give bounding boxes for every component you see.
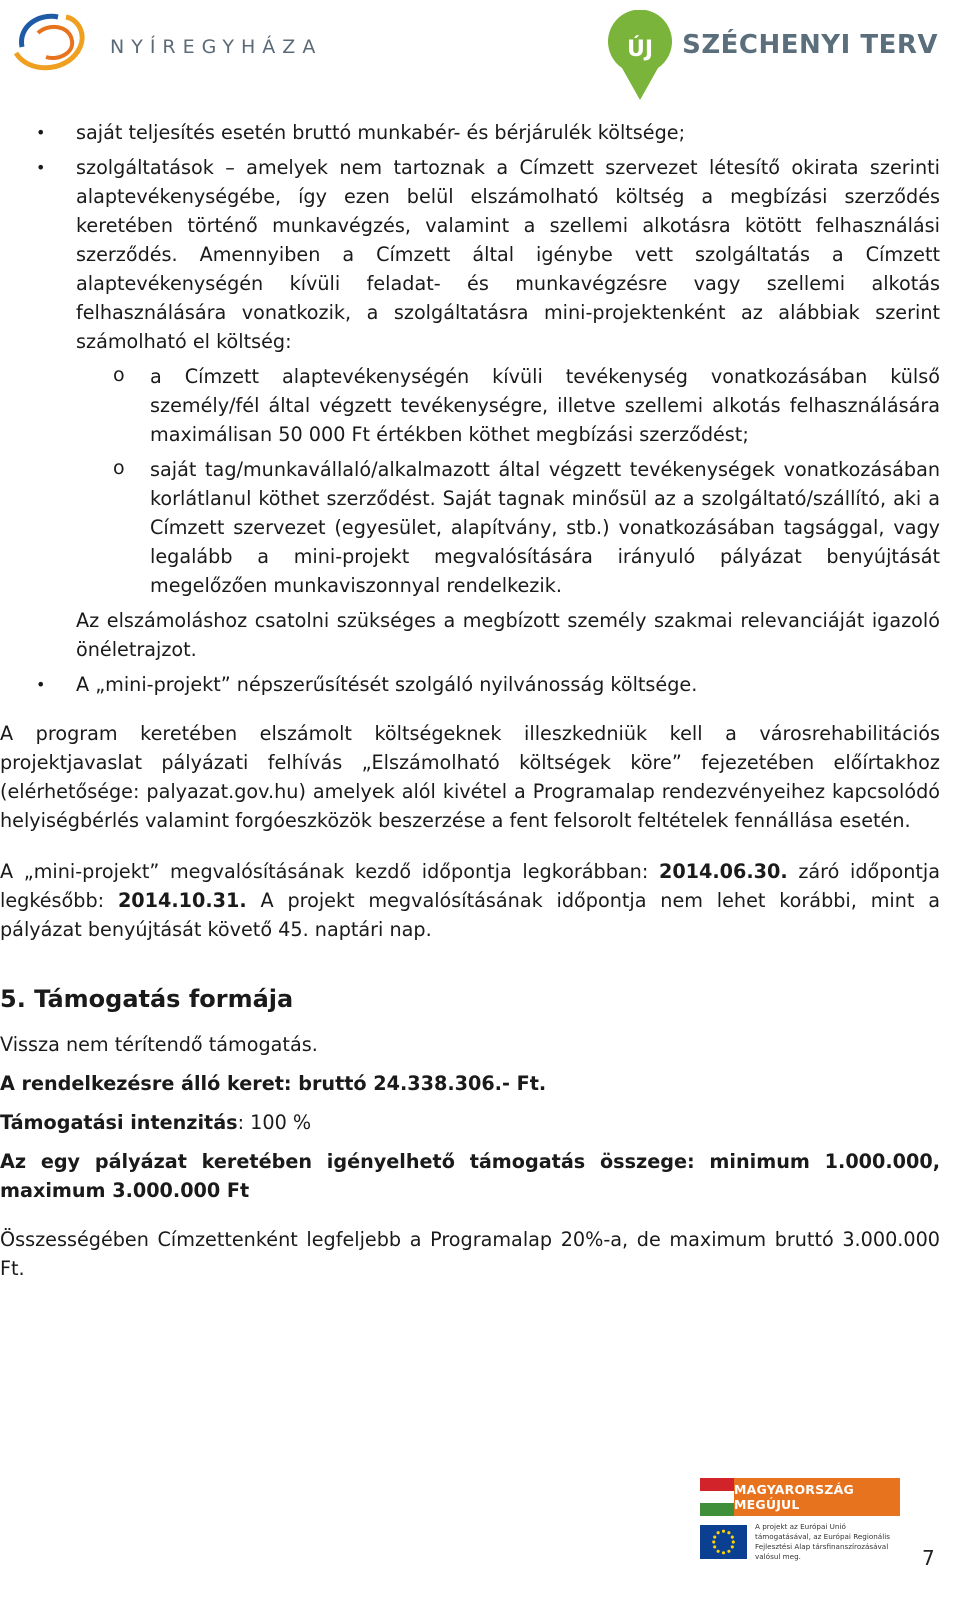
list-item-note: Az elszámoláshoz csatolni szükséges a megbízott személy szakmai relevanciáját igazoló önéletrajzot.: [76, 609, 940, 661]
support-intensity: [0, 1108, 940, 1137]
eligibility-paragraph: A program keretében elszámolt költségeknek illeszkedniük kell a városrehabilitációs projektjavaslat pályázati felhívás „Elszámolható költségek köre” fejezetében előírtakhoz (elérhetősége: palyazat.gov.hu) amelyek alól kivétel a Programalap rendezvényeihez kapcsolódó helyiségbérlés valamint forgóeszközök beszerzése a fent felsorolt feltételek fennállása esetén.: [0, 722, 940, 832]
timeline-post: A projekt megvalósításának időpontja nem lehet korábbi, mint a pályázat benyújtását követő 45. naptári nap.: [0, 889, 940, 941]
list-item: [76, 118, 940, 147]
nyiregyhaza-emblem-icon: [8, 7, 98, 77]
timeline-mid: záró időpontja legkésőbb:: [0, 860, 940, 912]
magyarorszag-megujul-badge: [700, 1478, 900, 1516]
list-item: [76, 670, 940, 699]
list-item-text: • szolgáltatások – amelyek nem tartoznak a Címzett szervezet létesítő okirata szerinti alaptevékenységébe, így ezen belül elszámolható költség a megbízási szerződés keretében történő munkavégzés, valamint a szellemi alkotásra kötött felhasználási szerződés. Amennyiben a Címzett által igénybe vett szolgáltatás a Címzett alaptevékenységén kívüli feladat- és munkavégzésre vagy szellemi alkotás felhasználására vonatkozik, a szolgáltatásra mini-projektenként az alábbiak szerint számolható el költség:: [76, 156, 940, 353]
eu-flag-icon: [700, 1525, 747, 1559]
available-budget: [0, 1069, 940, 1098]
page-number: 7: [922, 1546, 935, 1570]
cost-list: [0, 118, 940, 699]
sub-list-item-text: a Címzett alaptevékenységén kívüli tevékenység vonatkozásában külső személy/fél által végzett tevékenységre, illetve szellemi alkotás felhasználására maximálisan 50 000 Ft értékben köthet megbízási szerződést;: [150, 365, 940, 446]
sub-list-item: [150, 455, 940, 600]
location-pin-icon: [604, 10, 676, 102]
sub-list-item: [150, 362, 940, 449]
section-heading: 5. Támogatás formája: [0, 985, 294, 1013]
available-budget-text: A rendelkezésre álló keret: bruttó 24.338.306.- Ft.: [0, 1072, 547, 1095]
support-amount-text: Az egy pályázat keretében igényelhető támogatás összege: minimum 1.000.000, maximum 3.000.000 Ft: [0, 1150, 940, 1202]
support-type: Vissza nem térítendő támogatás.: [0, 1033, 318, 1056]
intensity-label: Támogatási intenzitás: [0, 1111, 238, 1134]
total-limit: Összességében Címzettenként legfeljebb a Programalap 20%-a, de maximum bruttó 3.000.000 Ft.: [0, 1228, 940, 1280]
end-date: 2014.10.31.: [117, 889, 247, 912]
badge-label: MAGYARORSZÁG MEGÚJUL: [734, 1478, 900, 1516]
hungarian-flag-icon: [700, 1478, 734, 1516]
document-body: [0, 118, 940, 1283]
list-item: [76, 153, 940, 664]
szechenyi-terv-text: SZÉCHENYI TERV: [682, 30, 938, 60]
list-item-text: A „mini-projekt” népszerűsítését szolgáló nyilvánosság költsége.: [76, 673, 698, 696]
eu-support: [700, 1522, 900, 1562]
nyiregyhaza-logo-text: NYÍREGYHÁZA: [110, 36, 323, 58]
nyiregyhaza-logo: [8, 6, 322, 78]
support-amount: [0, 1147, 940, 1205]
list-item-text: saját teljesítés esetén bruttó munkabér- és bérjárulék költsége;: [76, 121, 686, 144]
sub-list-item-text: saját tag/munkavállaló/alkalmazott által végzett tevékenységek vonatkozásában korlátlanul köthet szerződést. Saját tagnak minősül az a szolgáltató/szállító, aki a Címzett szervezet (egyesület, alapítvány, stb.) vonatkozásában tagsággal, vagy legalább a mini-projekt megvalósítására irányuló pályázat benyújtását megelőzően munkaviszonnyal rendelkezik.: [150, 458, 940, 597]
sub-list: [76, 362, 940, 600]
intensity-value: : 100 %: [237, 1111, 312, 1134]
footer-logos: [700, 1478, 900, 1562]
start-date: 2014.06.30.: [658, 860, 788, 883]
eu-support-text: A projekt az Európai Unió támogatásával, az Európai Regionális Fejlesztési Alap társfinanszírozásával valósul meg.: [755, 1522, 890, 1561]
uj-pin-label: ÚJ: [627, 37, 654, 62]
szechenyi-terv-logo: [604, 10, 938, 102]
timeline-pre: A „mini-projekt” megvalósításának kezdő időpontja legkorábban:: [0, 860, 659, 883]
timeline-paragraph: [0, 857, 940, 944]
